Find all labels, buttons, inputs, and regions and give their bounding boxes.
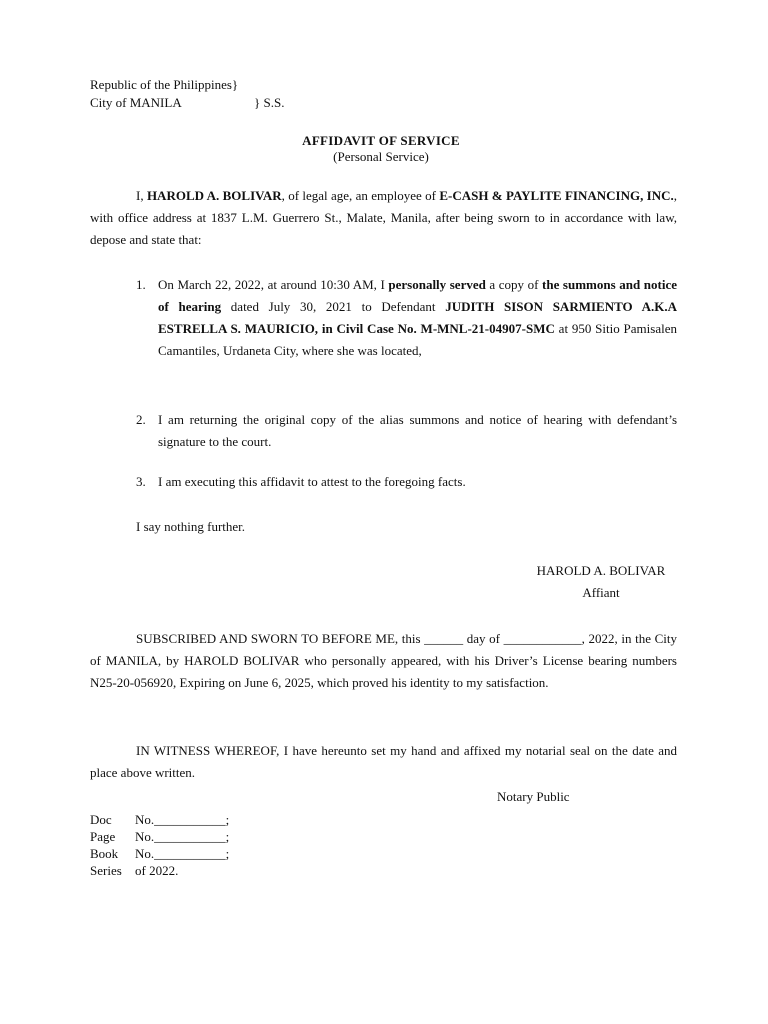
item-text: I am executing this affidavit to attest to the foregoing facts. xyxy=(158,474,466,489)
register-label: Series xyxy=(90,863,122,878)
document-subtitle: (Personal Service) xyxy=(333,149,429,164)
affiant-role: Affiant xyxy=(582,585,620,600)
document-title: AFFIDAVIT OF SERVICE xyxy=(302,133,460,148)
item-text-part: dated July 30, 2021 to Defendant xyxy=(221,299,446,314)
list-item xyxy=(136,274,677,362)
register-value: No.___________; xyxy=(135,846,230,861)
intro-text-3: , with office address at 1837 L.M. Guerrero St., Malate, Manila, after being sworn to in accordance with law, depose and state that: xyxy=(90,188,677,247)
company-name-bold: E-CASH & PAYLITE FINANCING, INC. xyxy=(439,188,674,203)
register-row xyxy=(90,862,229,879)
witness-paragraph: IN WITNESS WHEREOF, I have hereunto set my hand and affixed my notarial seal on the date and place above written. xyxy=(90,743,677,780)
item-bold-part: personally served xyxy=(388,277,486,292)
item-number: 1. xyxy=(136,277,146,292)
notary-public-label: Notary Public xyxy=(497,789,570,804)
venue-country: Republic of the Philippines} xyxy=(90,77,239,92)
item-number: 2. xyxy=(136,412,146,427)
intro-text-2: , of legal age, an employee of xyxy=(281,188,440,203)
register-row xyxy=(90,811,229,828)
jurat-paragraph: SUBSCRIBED AND SWORN TO BEFORE ME, this ______ day of ____________, 2022, in the City of MANILA, by HAROLD BOLIVAR who personally appeared, with his Driver’s License bearing numbers N25-20-056920, Expiring on June 6, 2025, which proved his identity to my satisfaction. xyxy=(90,631,677,690)
intro-text-1: I, xyxy=(136,188,147,203)
affiant-name-bold: HAROLD A. BOLIVAR xyxy=(146,188,282,203)
register-label: Page xyxy=(90,829,116,844)
notarial-register xyxy=(90,811,229,879)
item-text-part: at 950 Sitio Pamisalen Camantiles, Urdaneta City, where she was located, xyxy=(158,321,677,358)
item-text-part: a copy of xyxy=(485,277,543,292)
register-row xyxy=(90,828,229,845)
item-number: 3. xyxy=(136,474,146,489)
register-row xyxy=(90,845,229,862)
register-label: Book xyxy=(90,846,119,861)
register-value: of 2022. xyxy=(135,863,179,878)
venue-city-row xyxy=(90,94,284,112)
register-value: No.___________; xyxy=(135,812,230,827)
register-value: No.___________; xyxy=(135,829,230,844)
venue-city: City of MANILA xyxy=(90,95,182,110)
intro-paragraph xyxy=(90,185,677,251)
venue-block xyxy=(90,76,284,112)
list-item xyxy=(136,471,677,493)
item-bold-part: the summons and notice of hearing xyxy=(158,277,677,314)
list-item xyxy=(136,409,677,453)
affiant-name: HAROLD A. BOLIVAR xyxy=(536,563,666,578)
title-block xyxy=(0,133,768,165)
closing-statement: I say nothing further. xyxy=(136,519,246,534)
item-text-part: On March 22, 2022, at around 10:30 AM, I xyxy=(158,277,389,292)
register-label: Doc xyxy=(90,812,112,827)
item-text xyxy=(158,274,677,362)
item-text: I am returning the original copy of the alias summons and notice of hearing with defendant’s signature to the court. xyxy=(158,412,677,449)
venue-ss: } S.S. xyxy=(254,95,285,110)
affiant-signature-block xyxy=(470,560,732,604)
item-bold-part: JUDITH SISON SARMIENTO A.K.A ESTRELLA S. MAURICIO, in Civil Case No. M-MNL-21-04907-SMC xyxy=(158,299,677,336)
